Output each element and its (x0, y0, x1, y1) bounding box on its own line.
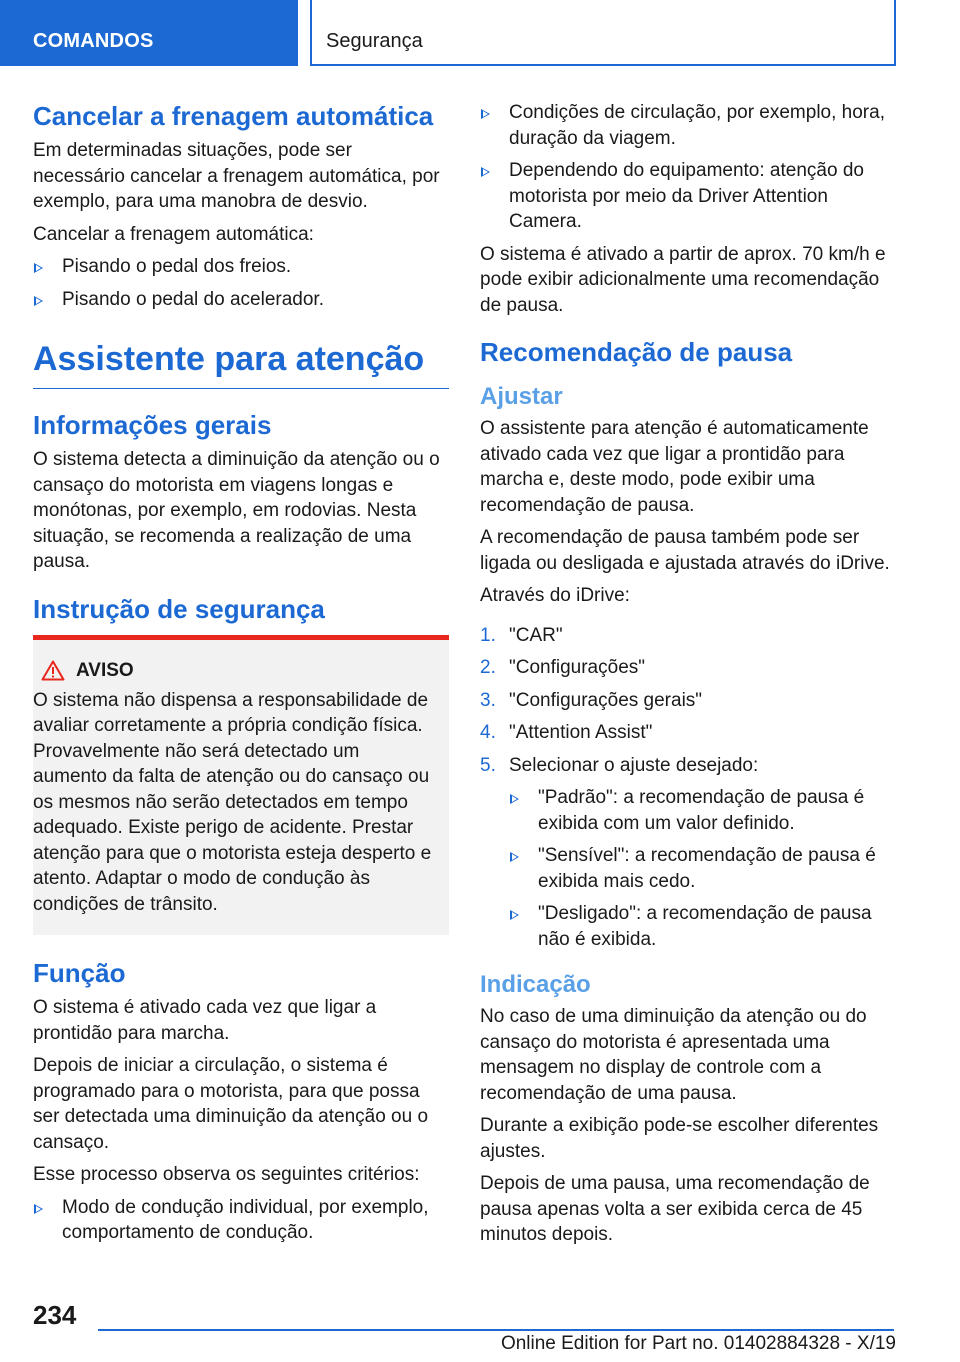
list-item: Condições de circulação, por exemplo, hora, duração da viagem. (480, 100, 896, 151)
paragraph: Esse processo observa os seguintes critérios: (33, 1164, 420, 1185)
list-item: 2. "Configurações" (480, 657, 646, 678)
paragraph: O assistente para atenção é automaticamente ativado cada vez que ligar a prontidão para marcha e, deste modo, pode exibir uma recomendação de pausa. (480, 418, 869, 516)
paragraph: No caso de uma diminuição da atenção ou do cansaço do motorista é apresentada uma mensagem no display de controle com a recomendação de uma pausa. (480, 1006, 867, 1104)
page-header (0, 0, 960, 66)
list-item: 4. "Attention Assist" (480, 722, 653, 743)
chapter-title: Segurança (310, 0, 896, 66)
option-list (509, 785, 896, 952)
warning-box (33, 635, 449, 936)
right-column (480, 100, 896, 1255)
triangle-bullet-icon (34, 263, 43, 273)
paragraph: Em determinadas situações, pode ser necessário cancelar a frenagem automática, por exemplo, para uma manobra de desvio. (33, 140, 440, 212)
list-item: Pisando o pedal dos freios. (33, 254, 449, 280)
list-item: 3. "Configurações gerais" (480, 689, 703, 711)
left-column (33, 100, 449, 1253)
heading-indication: Indicação (480, 971, 591, 998)
paragraph: Cancelar a frenagem automática: (33, 223, 314, 245)
footer-divider (98, 1329, 894, 1331)
triangle-bullet-icon (34, 296, 43, 306)
heading-function: Função (33, 958, 126, 988)
triangle-bullet-icon (34, 1204, 43, 1214)
heading-adjust: Ajustar (480, 383, 563, 410)
edition-info: Online Edition for Part no. 01402884328 - X/19 (500, 1333, 896, 1354)
heading-pause-recommendation: Recomendação de pausa (480, 337, 793, 367)
paragraph: Depois de uma pausa, uma recomendação de pausa apenas volta a ser exibida cerca de 45 minutos depois. (480, 1173, 870, 1245)
list-item: "Sensível": a recomendação de pausa é exibida mais cedo. (509, 843, 896, 894)
warning-triangle-icon (41, 660, 65, 681)
list-item: Modo de condução individual, por exemplo, comportamento de condução. (33, 1195, 449, 1246)
triangle-bullet-icon (481, 109, 490, 119)
list-item: 5. Selecionar o ajuste desejado: "Padrão": a recomendação de pausa é exibida com um valor definido. "Sensível": a recomendação de pausa é exibida mais cedo. "Desligado": a recomendação de pausa não é exibida. (480, 753, 896, 953)
paragraph: Durante a exibição pode-se escolher diferentes ajustes. (480, 1115, 879, 1162)
paragraph: O sistema é ativado a partir de aprox. 70 km/h e pode exibir adicionalmente uma recomendação de pausa. (480, 243, 886, 316)
list-item: 1. "CAR" (480, 624, 563, 646)
warning-title: AVISO (33, 658, 435, 684)
heading-safety-instruction: Instrução de segurança (33, 593, 325, 624)
paragraph: Através do iDrive: (480, 585, 630, 606)
triangle-bullet-icon (510, 852, 519, 862)
paragraph: O sistema detecta a diminuição da atenção ou o cansaço do motorista em viagens longas e monótonas, por exemplo, em rodovias. Nesta situação, se recomenda a realização de uma pausa. (33, 449, 440, 572)
page-number: 234 (33, 1300, 77, 1330)
triangle-bullet-icon (510, 910, 519, 920)
paragraph: A recomendação de pausa também pode ser ligada ou desligada e ajustada através do iDrive. (480, 527, 890, 574)
heading-general-info: Informações gerais (33, 410, 272, 440)
heading-cancel-braking: Cancelar a frenagem automática (33, 101, 434, 131)
cancel-list (33, 254, 449, 312)
heading-attention-assistant: Assistente para atenção (33, 338, 449, 389)
list-item: "Padrão": a recomendação de pausa é exibida com um valor definido. (509, 785, 896, 836)
criteria-list-continued (480, 100, 896, 235)
triangle-bullet-icon (510, 794, 519, 804)
idrive-steps (480, 623, 896, 953)
warning-text: O sistema não dispensa a responsabilidade de avaliar corretamente a própria condição física. Provavelmente não será detectado um aumento da falta de atenção ou do cansaço ou os mesmos não serão detectados em tempo adequado. Existe perigo de acidente. Prestar atenção para que o motorista esteja desperto e atento. Adaptar o modo de condução às condições de trânsito. (33, 689, 432, 915)
list-item: "Desligado": a recomendação de pausa não é exibida. (509, 901, 896, 952)
criteria-list (33, 1195, 449, 1246)
list-item: Dependendo do equipamento: atenção do motorista por meio da Driver Attention Camera. (480, 158, 896, 235)
list-item: Pisando o pedal do acelerador. (33, 287, 449, 313)
paragraph: O sistema é ativado cada vez que ligar a prontidão para marcha. (33, 997, 377, 1044)
triangle-bullet-icon (481, 167, 490, 177)
section-tab: COMANDOS (0, 0, 298, 66)
paragraph: Depois de iniciar a circulação, o sistema é programado para o motorista, para que possa ser detectada uma diminuição da atenção ou o cansaço. (33, 1055, 429, 1153)
